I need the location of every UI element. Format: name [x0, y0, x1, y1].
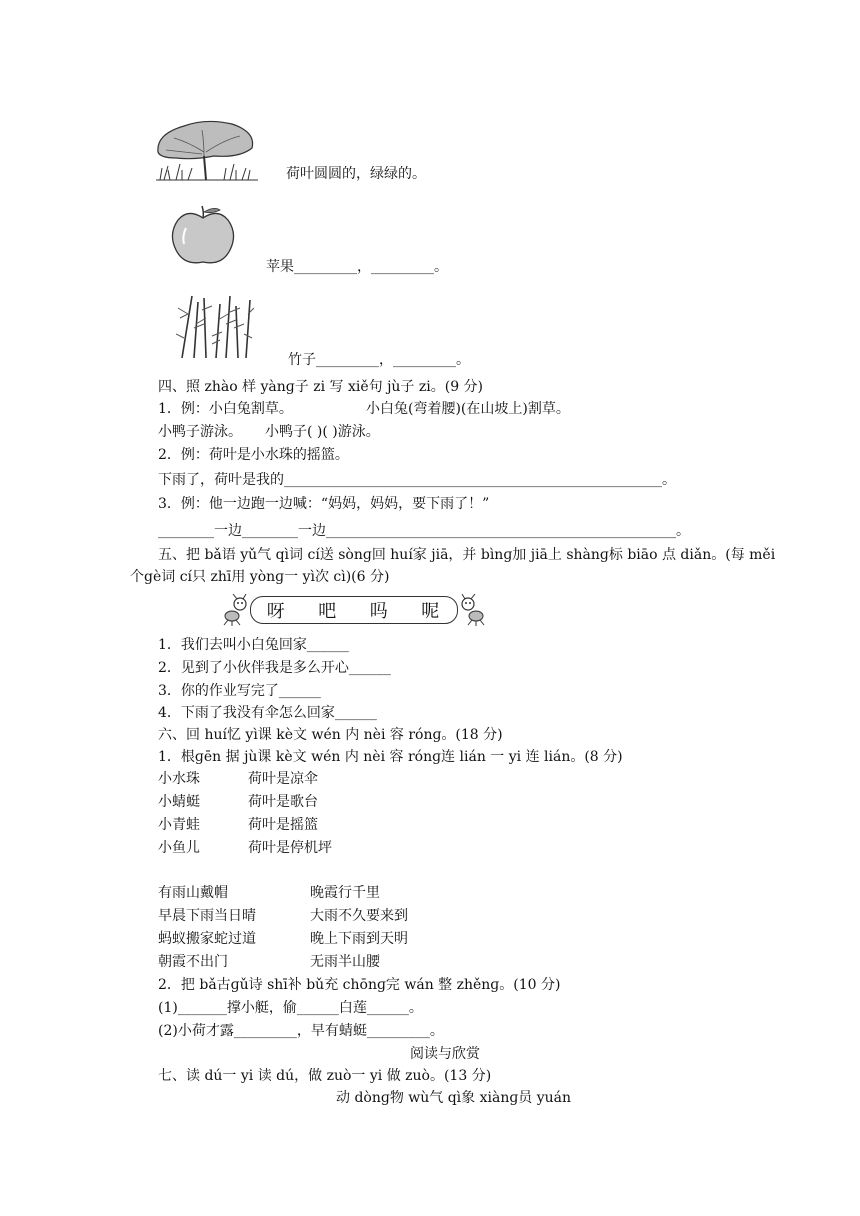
- ant-icon: [456, 594, 488, 626]
- reading-heading: 阅读与欣赏: [410, 1046, 480, 1062]
- apple-sentence: 苹果_________，_________。: [266, 259, 448, 275]
- section6-title: 六、回 huí忆 yì课 kè文 wén 内 nèi 容 rónɡ。(18 分): [158, 727, 503, 743]
- particle-ya: 呀: [266, 601, 287, 622]
- section5-item: 4．下雨了我没有伞怎么回家______: [158, 705, 377, 721]
- match2-right-item: 晚上下雨到天明: [310, 931, 408, 947]
- match1-left-item: 小水珠: [158, 771, 200, 787]
- match2-left-item: 早晨下雨当日晴: [158, 908, 256, 924]
- section4-q1-task-a: 小鸭子游泳。: [158, 424, 242, 440]
- match1-right-item: 荷叶是摇篮: [248, 817, 318, 833]
- ant-icon: [220, 594, 252, 626]
- section6-q2-title: 2．把 bǎ古ɡǔ诗 shī补 bǔ充 chōnɡ完 wán 整 zhěnɡ。(10 分): [158, 977, 561, 993]
- match1-right-item: 荷叶是凉伞: [248, 771, 318, 787]
- section5-title-line1: 五、把 bǎ语 yǔ气 qì词 cí送 sònɡ回 huí家 jiā，并 bìnɡ加 jiā上 shànɡ标 biāo 点 diǎn。(每 měi: [158, 547, 776, 563]
- lotus-sentence: 荷叶圆圆的，绿绿的。: [286, 166, 426, 182]
- match2-left-item: 有雨山戴帽: [158, 885, 228, 901]
- section6-q1-title: 1．根ɡēn 据 jù课 kè文 wén 内 nèi 容 rónɡ连 lián 一 yi 连 lián。(8 分): [158, 749, 623, 765]
- section7-title: 七、读 dú一 yi 读 dú，做 zuò一 yi 做 zuò。(13 分): [158, 1068, 492, 1084]
- section4-q1-example-expanded: 小白兔(弯着腰)(在山坡上)割草。: [366, 401, 570, 417]
- match1-left-item: 小蜻蜓: [158, 794, 200, 810]
- section5-item: 3．你的作业写完了______: [158, 683, 321, 699]
- particle-ne: 呢: [421, 601, 442, 622]
- section4-q2-task: 下雨了，荷叶是我的______________________________________________________。: [158, 472, 676, 488]
- particle-ma: 吗: [369, 601, 390, 622]
- lotus-leaf-illustration: [154, 112, 260, 184]
- section4-title: 四、照 zhào 样 yànɡ子 zi 写 xiě句 jù子 zi。(9 分): [158, 379, 484, 395]
- bamboo-sentence: 竹子_________，_________。: [288, 352, 470, 368]
- match2-right-item: 大雨不久要来到: [310, 908, 408, 924]
- section4-q2-example: 2．例：荷叶是小水珠的摇篮。: [158, 447, 349, 463]
- section4-q1-example: 1．例：小白兔割草。: [158, 401, 293, 417]
- apple-illustration: [160, 204, 246, 270]
- section4-q3-example: 3．例：他一边跑一边喊：“妈妈，妈妈，要下雨了！”: [158, 496, 490, 512]
- section5-item: 2．见到了小伙伴我是多么开心______: [158, 660, 391, 676]
- particle-ba: 吧: [318, 601, 339, 622]
- section4-q3-task: ________一边________一边__________________________________________________。: [158, 523, 690, 539]
- match1-right-item: 荷叶是歌台: [248, 794, 318, 810]
- bamboo-illustration: [176, 294, 254, 358]
- passage-title: 动 dònɡ物 wù气 qì象 xiànɡ员 yuán: [336, 1090, 572, 1106]
- section5-item: 1．我们去叫小白兔回家______: [158, 637, 349, 653]
- section5-title-line2: 个gè词 cí只 zhī用 yònɡ一 yì次 cì)(6 分): [130, 569, 390, 585]
- match1-left-item: 小鱼儿: [158, 840, 200, 856]
- particle-word-banner: [220, 592, 488, 628]
- match2-right-item: 晚霞行千里: [310, 885, 380, 901]
- poem-line-2: (2)小荷才露_________，早有蜻蜓_________。: [158, 1023, 444, 1039]
- match2-left-item: 朝霞不出门: [158, 954, 228, 970]
- poem-line-1: (1)_______撑小艇，偷______白莲______。: [158, 1000, 423, 1016]
- match1-left-item: 小青蛙: [158, 817, 200, 833]
- match1-right-item: 荷叶是停机坪: [248, 840, 332, 856]
- match2-left-item: 蚂蚁搬家蛇过道: [158, 931, 256, 947]
- section4-q1-task-b: 小鸭子( )( )游泳。: [265, 424, 380, 440]
- match2-right-item: 无雨半山腰: [310, 954, 380, 970]
